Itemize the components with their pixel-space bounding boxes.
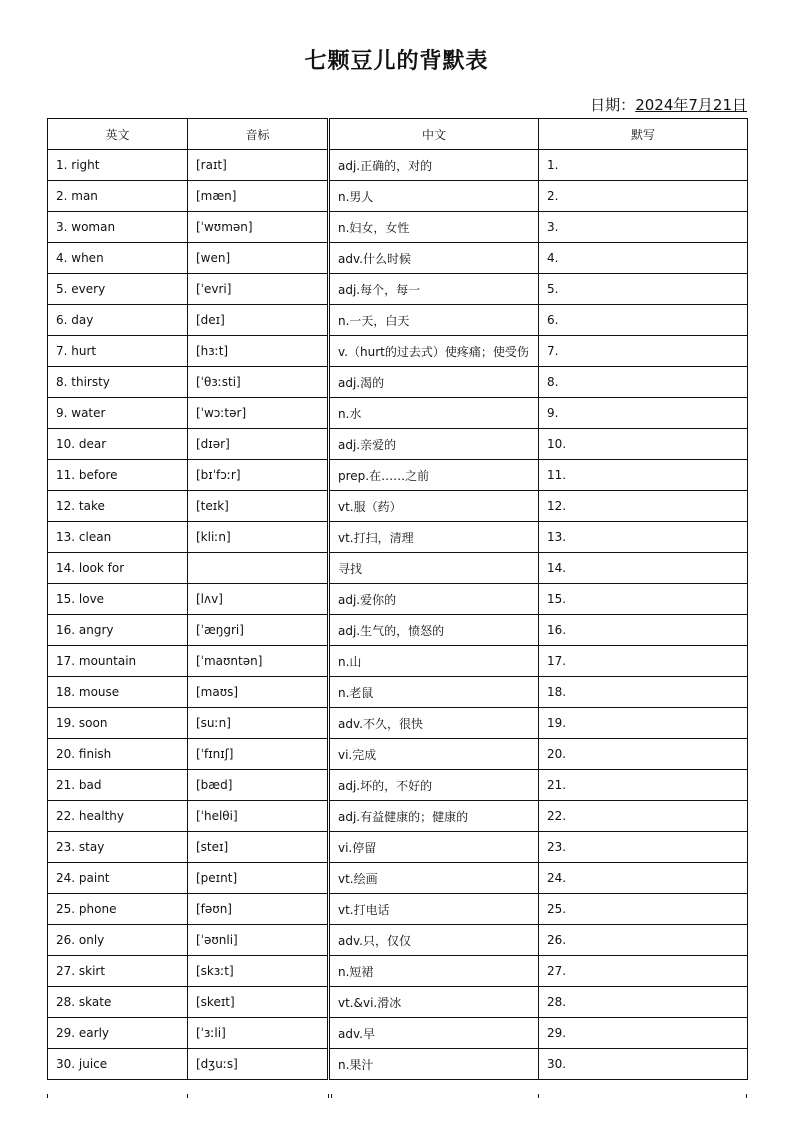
cell-phonetic: [ˈθɜːsti] — [188, 367, 329, 398]
cell-dictation: 9. — [539, 398, 748, 429]
cell-chinese: vi.停留 — [329, 832, 539, 863]
cell-phonetic: [wen] — [188, 243, 329, 274]
cell-phonetic: [ˈhelθi] — [188, 801, 329, 832]
cell-english: 18. mouse — [48, 677, 188, 708]
cell-chinese: n.果汁 — [329, 1049, 539, 1080]
cell-dictation: 11. — [539, 460, 748, 491]
cell-chinese: n.短裙 — [329, 956, 539, 987]
cell-dictation: 13. — [539, 522, 748, 553]
cell-phonetic: [steɪ] — [188, 832, 329, 863]
table-row — [48, 584, 748, 615]
table-row — [48, 460, 748, 491]
cell-chinese: vt.服（药） — [329, 491, 539, 522]
cell-phonetic: [skeɪt] — [188, 987, 329, 1018]
cell-phonetic: [skɜːt] — [188, 956, 329, 987]
cell-chinese: prep.在……之前 — [329, 460, 539, 491]
cell-chinese: n.山 — [329, 646, 539, 677]
table-row — [48, 491, 748, 522]
cell-dictation: 15. — [539, 584, 748, 615]
cell-dictation: 2. — [539, 181, 748, 212]
header-phonetic: 音标 — [188, 119, 329, 150]
cell-chinese: vi.完成 — [329, 739, 539, 770]
cell-english: 11. before — [48, 460, 188, 491]
cell-english: 5. every — [48, 274, 188, 305]
cell-english: 15. love — [48, 584, 188, 615]
cell-english: 12. take — [48, 491, 188, 522]
cell-dictation: 21. — [539, 770, 748, 801]
date-line — [590, 94, 747, 115]
table-row — [48, 956, 748, 987]
cell-chinese: adj.亲爱的 — [329, 429, 539, 460]
cell-english: 19. soon — [48, 708, 188, 739]
cell-chinese: adj.正确的，对的 — [329, 150, 539, 181]
cell-chinese: vt.打电话 — [329, 894, 539, 925]
table-row — [48, 863, 748, 894]
header-english: 英文 — [48, 119, 188, 150]
table-row — [48, 770, 748, 801]
cell-dictation: 5. — [539, 274, 748, 305]
table-row — [48, 615, 748, 646]
table-row — [48, 336, 748, 367]
cell-phonetic: [kliːn] — [188, 522, 329, 553]
cell-phonetic: [teɪk] — [188, 491, 329, 522]
table-continuation-rule — [47, 1083, 747, 1087]
cell-phonetic: [ˈɜːli] — [188, 1018, 329, 1049]
cell-chinese: adj.坏的，不好的 — [329, 770, 539, 801]
cell-english: 7. hurt — [48, 336, 188, 367]
table-row — [48, 708, 748, 739]
cell-english: 25. phone — [48, 894, 188, 925]
cell-phonetic: [lʌv] — [188, 584, 329, 615]
cell-dictation: 30. — [539, 1049, 748, 1080]
cell-phonetic: [bæd] — [188, 770, 329, 801]
cell-phonetic: [ˈfɪnɪʃ] — [188, 739, 329, 770]
cell-english: 22. healthy — [48, 801, 188, 832]
table-continuation-lines — [47, 1094, 747, 1098]
cell-phonetic: [bɪˈfɔːr] — [188, 460, 329, 491]
table-body — [48, 150, 748, 1080]
cell-phonetic: [fəʊn] — [188, 894, 329, 925]
cell-chinese: adv.什么时候 — [329, 243, 539, 274]
date-label: 日期： — [590, 96, 636, 114]
cell-phonetic — [188, 553, 329, 584]
cell-chinese: adj.爱你的 — [329, 584, 539, 615]
cell-english: 16. angry — [48, 615, 188, 646]
table-row — [48, 305, 748, 336]
cell-dictation: 17. — [539, 646, 748, 677]
cell-english: 21. bad — [48, 770, 188, 801]
cell-english: 4. when — [48, 243, 188, 274]
cell-dictation: 29. — [539, 1018, 748, 1049]
cell-chinese: vt.绘画 — [329, 863, 539, 894]
table-row — [48, 212, 748, 243]
cell-english: 28. skate — [48, 987, 188, 1018]
table-row — [48, 274, 748, 305]
header-chinese: 中文 — [329, 119, 539, 150]
cell-dictation: 7. — [539, 336, 748, 367]
cell-chinese: n.水 — [329, 398, 539, 429]
table-row — [48, 243, 748, 274]
cell-english: 6. day — [48, 305, 188, 336]
cell-dictation: 26. — [539, 925, 748, 956]
table-row — [48, 801, 748, 832]
cell-english: 23. stay — [48, 832, 188, 863]
cell-english: 27. skirt — [48, 956, 188, 987]
cell-english: 29. early — [48, 1018, 188, 1049]
cell-dictation: 22. — [539, 801, 748, 832]
cell-english: 1. right — [48, 150, 188, 181]
cell-dictation: 4. — [539, 243, 748, 274]
table-header-row — [48, 119, 748, 150]
cell-english: 10. dear — [48, 429, 188, 460]
table-row — [48, 739, 748, 770]
table-row — [48, 677, 748, 708]
cell-phonetic: [ˈwɔːtər] — [188, 398, 329, 429]
cell-phonetic: [peɪnt] — [188, 863, 329, 894]
cell-dictation: 20. — [539, 739, 748, 770]
cell-phonetic: [maʊs] — [188, 677, 329, 708]
cell-english: 24. paint — [48, 863, 188, 894]
cell-dictation: 14. — [539, 553, 748, 584]
cell-chinese: adj.生气的，愤怒的 — [329, 615, 539, 646]
header-dictation: 默写 — [539, 119, 748, 150]
cell-dictation: 19. — [539, 708, 748, 739]
cell-chinese: v.（hurt的过去式）使疼痛；使受伤 — [329, 336, 539, 367]
cell-chinese: adj.有益健康的；健康的 — [329, 801, 539, 832]
cell-phonetic: [ˈevri] — [188, 274, 329, 305]
cell-dictation: 16. — [539, 615, 748, 646]
cell-english: 9. water — [48, 398, 188, 429]
cell-dictation: 10. — [539, 429, 748, 460]
cell-chinese: 寻找 — [329, 553, 539, 584]
cell-dictation: 24. — [539, 863, 748, 894]
cell-phonetic: [dɪər] — [188, 429, 329, 460]
cell-phonetic: [dʒuːs] — [188, 1049, 329, 1080]
cell-dictation: 12. — [539, 491, 748, 522]
table-row — [48, 367, 748, 398]
cell-chinese: vt.&vi.滑冰 — [329, 987, 539, 1018]
cell-english: 20. finish — [48, 739, 188, 770]
cell-dictation: 18. — [539, 677, 748, 708]
cell-dictation: 23. — [539, 832, 748, 863]
cell-english: 13. clean — [48, 522, 188, 553]
cell-chinese: adj.每个，每一 — [329, 274, 539, 305]
table-row — [48, 646, 748, 677]
cell-chinese: adj.渴的 — [329, 367, 539, 398]
table-row — [48, 1018, 748, 1049]
cell-phonetic: [ˈəʊnli] — [188, 925, 329, 956]
cell-dictation: 28. — [539, 987, 748, 1018]
cell-chinese: adv.早 — [329, 1018, 539, 1049]
cell-english: 3. woman — [48, 212, 188, 243]
table-row — [48, 894, 748, 925]
cell-phonetic: [mæn] — [188, 181, 329, 212]
cell-english: 8. thirsty — [48, 367, 188, 398]
cell-dictation: 25. — [539, 894, 748, 925]
cell-chinese: vt.打扫，清理 — [329, 522, 539, 553]
cell-english: 2. man — [48, 181, 188, 212]
date-value: 2024年7月21日 — [635, 96, 747, 114]
cell-dictation: 6. — [539, 305, 748, 336]
table-row — [48, 987, 748, 1018]
table-row — [48, 429, 748, 460]
cell-chinese: n.妇女，女性 — [329, 212, 539, 243]
cell-phonetic: [hɜːt] — [188, 336, 329, 367]
cell-phonetic: [ˈwʊmən] — [188, 212, 329, 243]
table-row — [48, 1049, 748, 1080]
table-row — [48, 522, 748, 553]
table-row — [48, 553, 748, 584]
cell-chinese: n.男人 — [329, 181, 539, 212]
cell-english: 30. juice — [48, 1049, 188, 1080]
cell-phonetic: [deɪ] — [188, 305, 329, 336]
vocabulary-table — [47, 118, 748, 1080]
cell-dictation: 27. — [539, 956, 748, 987]
cell-phonetic: [ˈæŋgri] — [188, 615, 329, 646]
table-row — [48, 181, 748, 212]
table-row — [48, 832, 748, 863]
cell-phonetic: [raɪt] — [188, 150, 329, 181]
page-title: 七颗豆儿的背默表 — [304, 49, 489, 74]
cell-dictation: 1. — [539, 150, 748, 181]
cell-phonetic: [ˈmaʊntən] — [188, 646, 329, 677]
table-row — [48, 398, 748, 429]
cell-english: 26. only — [48, 925, 188, 956]
cell-chinese: adv.不久，很快 — [329, 708, 539, 739]
cell-english: 17. mountain — [48, 646, 188, 677]
cell-chinese: adv.只，仅仅 — [329, 925, 539, 956]
cell-english: 14. look for — [48, 553, 188, 584]
cell-dictation: 3. — [539, 212, 748, 243]
cell-chinese: n.老鼠 — [329, 677, 539, 708]
cell-phonetic: [suːn] — [188, 708, 329, 739]
table-row — [48, 150, 748, 181]
cell-chinese: n.一天，白天 — [329, 305, 539, 336]
table-row — [48, 925, 748, 956]
cell-dictation: 8. — [539, 367, 748, 398]
